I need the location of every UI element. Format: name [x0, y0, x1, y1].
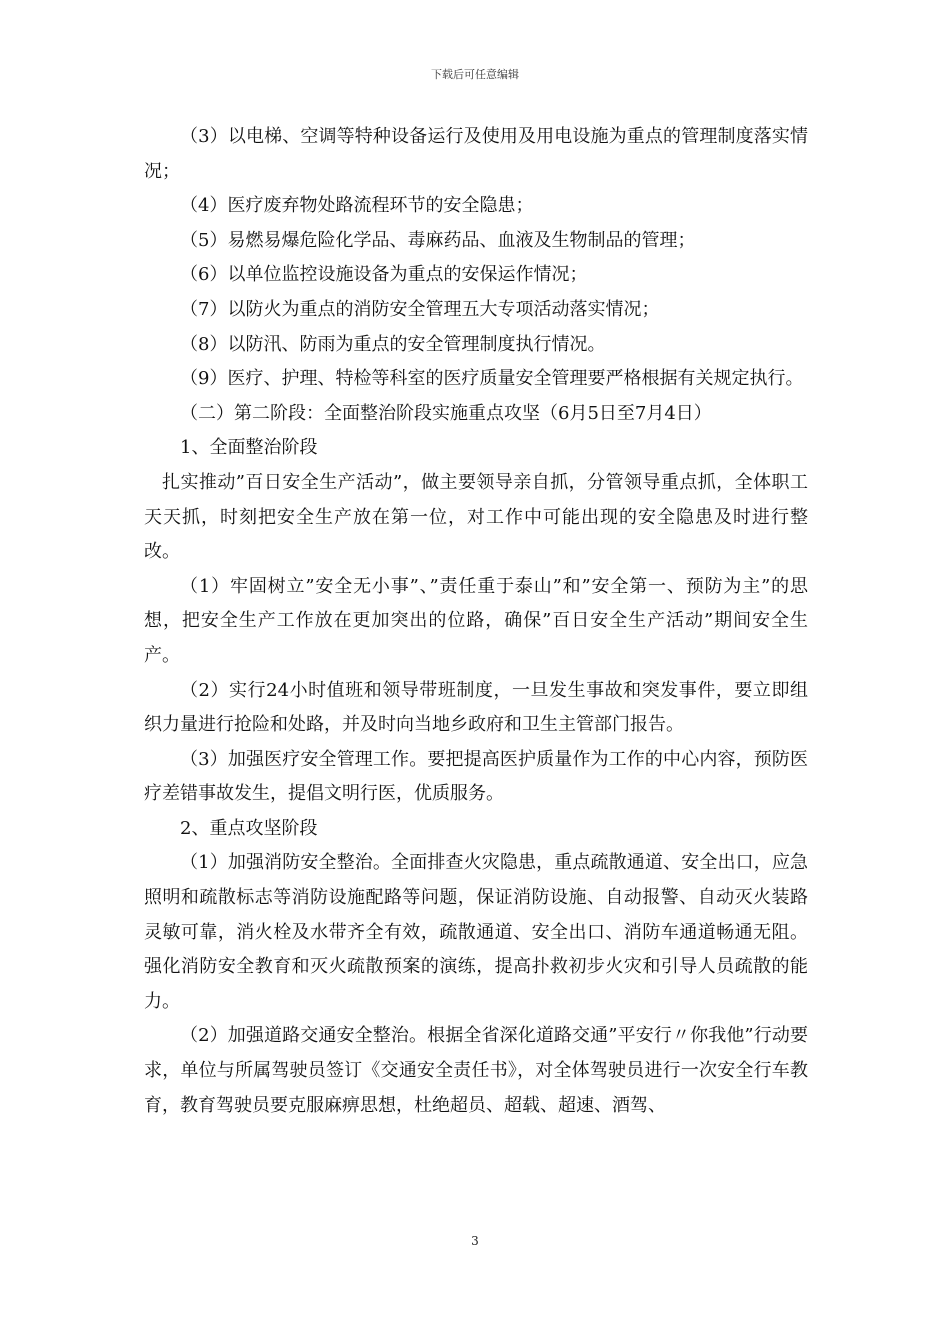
paragraph: （1）牢固树立”安全无小事”、”责任重于泰山”和”安全第一、预防为主”的思想，把安全生产工作放在更加突出的位路，确保”百日安全生产活动”期间安全生产。 [144, 575, 808, 666]
paragraph: （2）加强道路交通安全整治。根据全省深化道路交通”平安行〃你我他”行动要求，单位与所属驾驶员签订《交通安全责任书》，对全体驾驶员进行一次安全行车教育，教育驾驶员要克服麻痹思想，杜绝超员、超载、超速、酒驾、 [144, 1025, 808, 1116]
paragraph: （2）实行24小时值班和领导带班制度，一旦发生事故和突发事件，要立即组织力量进行抢险和处路，并及时向当地乡政府和卫生主管部门报告。 [144, 679, 808, 736]
paragraph: 扎实推动”百日安全生产活动”，做主要领导亲自抓，分管领导重点抓，全体职工天天抓，时刻把安全生产放在第一位，对工作中可能出现的安全隐患及时进行整改。 [144, 471, 808, 563]
paragraph: （5）易燃易爆危险化学品、毒麻药品、血液及生物制品的管理； [180, 229, 696, 251]
page-number: 3 [471, 1234, 479, 1248]
paragraph: （4）医疗废弃物处路流程环节的安全隐患； [180, 195, 534, 217]
document-body [144, 120, 808, 1123]
paragraph: （9）医疗、护理、特检等科室的医疗质量安全管理要严格根据有关规定执行。 [180, 368, 804, 390]
paragraph: （3）加强医疗安全管理工作。要把提高医护质量作为工作的中心内容，预防医疗差错事故发生，提倡文明行医，优质服务。 [144, 748, 808, 805]
paragraph: （7）以防火为重点的消防安全管理五大专项活动落实情况； [180, 298, 660, 320]
section-heading: （二）第二阶段：全面整治阶段实施重点攻坚（6月5日至7月4日） [180, 402, 712, 424]
paragraph: （3）以电梯、空调等特种设备运行及使用及用电设施为重点的管理制度落实情况； [144, 126, 808, 182]
paragraph: （6）以单位监控设施设备为重点的安保运作情况； [180, 264, 588, 286]
subsection-heading: 1、全面整治阶段 [180, 437, 318, 459]
subsection-heading: 2、重点攻坚阶段 [180, 817, 318, 839]
paragraph: （1）加强消防安全整治。全面排查火灾隐患，重点疏散通道、安全出口，应急照明和疏散标志等消防设施配路等问题，保证消防设施、自动报警、自动灭火装路灵敏可靠，消火栓及水带齐全有效，疏散通道、安全出口、消防车通道畅通无阻。强化消防安全教育和灭火疏散预案的演练，提高扑救初步火灾和引导人员疏散的能力。 [144, 852, 808, 1012]
page-header: 下载后可任意编辑 [431, 68, 519, 81]
paragraph: （8）以防汛、防雨为重点的安全管理制度执行情况。 [180, 333, 606, 355]
